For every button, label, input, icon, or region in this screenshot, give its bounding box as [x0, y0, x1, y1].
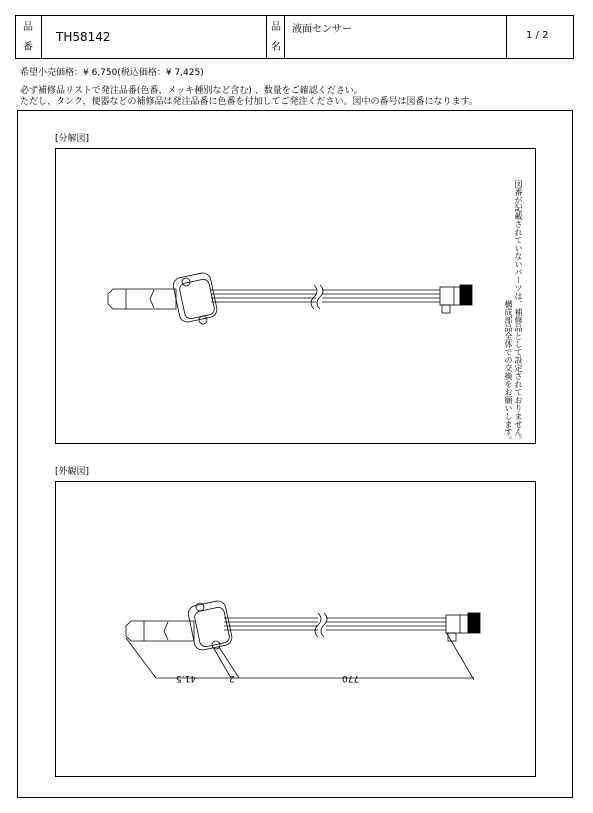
exterior-view-frame [55, 481, 536, 777]
header-divider [266, 16, 267, 58]
sensor-exterior-drawing [56, 482, 535, 776]
part-number-label-1: 品 [23, 22, 33, 33]
part-name-label-1: 品 [271, 22, 281, 33]
header-divider [506, 16, 507, 58]
part-name-label-2: 名 [271, 42, 281, 53]
order-note-2: ただし、タンク、便器などの補修品は発注品番に色番を付加してご発注ください。図中の番号は図番になります。 [20, 97, 478, 107]
order-note-1: 必ず補修品リストで発注品番(色番、メッキ種別など含む) 、数量をご確認ください。 [20, 86, 363, 96]
exterior-view-title: [外観図] [55, 467, 90, 477]
header-divider [284, 16, 285, 58]
price-note: 希望小売価格：¥ 6,750(税込価格：¥ 7,425) [20, 68, 204, 78]
exploded-view-frame [55, 148, 536, 444]
exploded-view-title: [分解図] [55, 134, 90, 144]
dimension-cable: 770 [342, 673, 360, 683]
part-name: 液面センサー [292, 24, 352, 35]
part-number: TH58142 [56, 30, 111, 44]
sensor-exploded-drawing [56, 149, 535, 443]
dimension-probe: 41.5 [176, 673, 197, 683]
page-number: 1 / 2 [526, 30, 549, 41]
exploded-note-2: 構成部品全体での交換をお願いします。 [504, 300, 513, 444]
exploded-note-1: 図番が記載されていないパーツは、補修品として設定されておりません。 [514, 180, 523, 444]
header-table [15, 15, 574, 59]
dimension-gap: 2 [229, 673, 235, 683]
part-number-label-2: 番 [23, 42, 33, 53]
header-divider [41, 16, 42, 58]
